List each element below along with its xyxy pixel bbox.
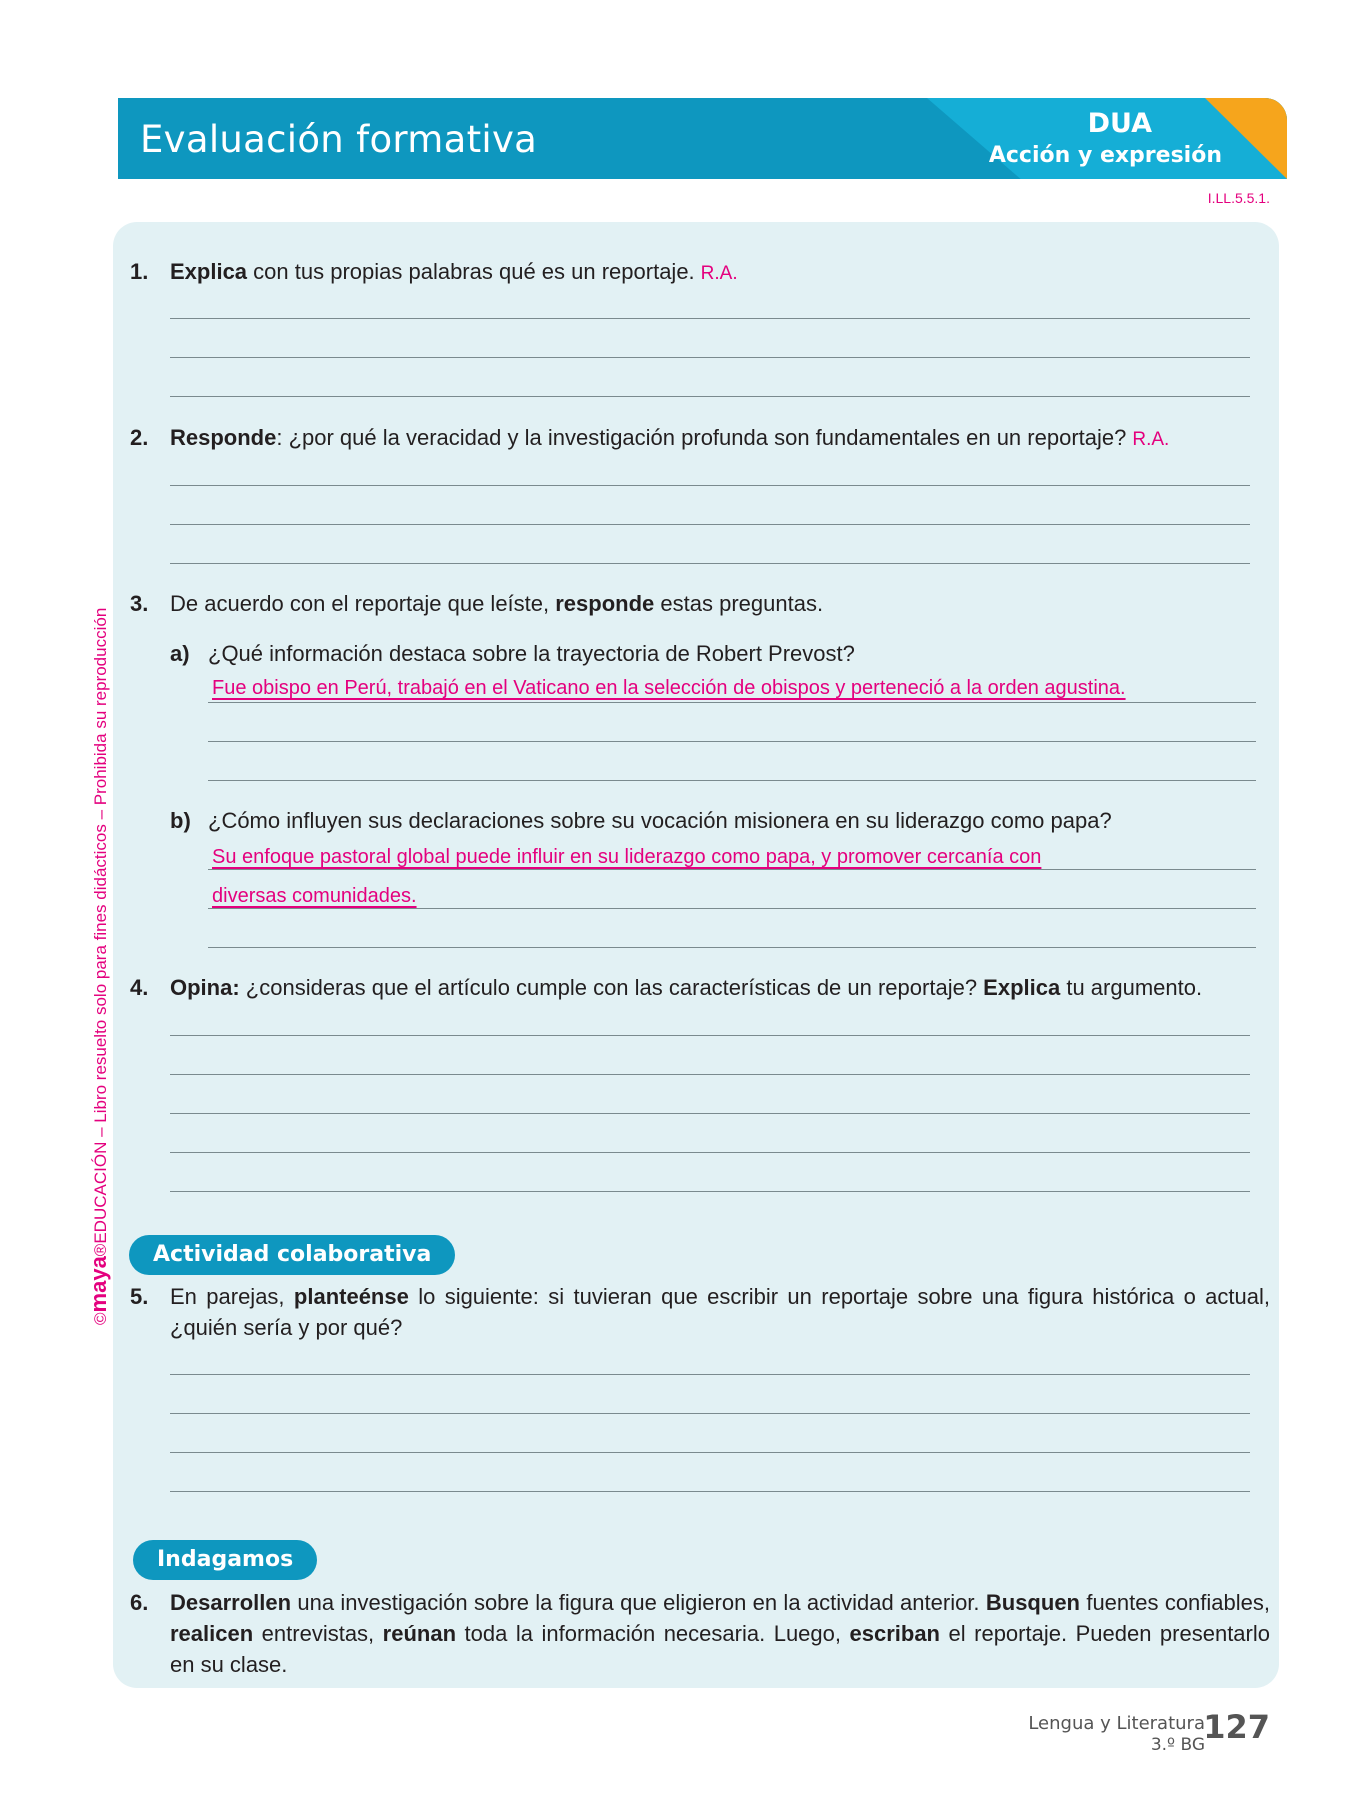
answer-line[interactable] bbox=[208, 702, 1256, 703]
instruction-verb: Responde bbox=[170, 425, 277, 450]
question-text bbox=[170, 1587, 1270, 1680]
answer-ra: R.A. bbox=[1132, 429, 1170, 450]
question-body: una investigación sobre la figura que eligieron en la actividad anterior. bbox=[291, 1590, 986, 1615]
instruction-verb: reúnan bbox=[382, 1621, 457, 1646]
copyright-notice: EDUCACIÓN – Libro resuelto solo para fines didácticos – Prohibida su reproducción bbox=[91, 607, 110, 1244]
dua-subtitle: Acción y expresión bbox=[988, 143, 1222, 168]
dua-title: DUA bbox=[1087, 108, 1152, 139]
answer-line[interactable] bbox=[170, 563, 1250, 564]
answer-line[interactable] bbox=[170, 318, 1250, 319]
answer-line[interactable] bbox=[170, 1152, 1250, 1153]
answer-line[interactable] bbox=[208, 741, 1256, 742]
answer-ra: R.A. bbox=[700, 263, 738, 284]
question-number: 1. bbox=[130, 259, 149, 284]
question-body: fuentes confiables, bbox=[1080, 1590, 1270, 1615]
registered-symbol: ® bbox=[91, 1243, 110, 1257]
instruction-verb: escriban bbox=[849, 1621, 940, 1646]
answer-line[interactable] bbox=[170, 1113, 1250, 1114]
question-number: 5. bbox=[130, 1284, 149, 1309]
question-body: tu argumento. bbox=[1060, 975, 1203, 1000]
brand-logo: maya bbox=[86, 1256, 111, 1313]
instruction-verb: realicen bbox=[170, 1621, 254, 1646]
instruction-verb: Desarrollen bbox=[170, 1590, 292, 1615]
answer-line[interactable] bbox=[208, 947, 1256, 948]
answer-line[interactable] bbox=[170, 1452, 1250, 1453]
question-text bbox=[170, 256, 738, 289]
copyright-symbol: © bbox=[91, 1312, 110, 1325]
answer-line[interactable] bbox=[208, 908, 1256, 909]
question-number: 6. bbox=[130, 1590, 149, 1615]
question-number: 2. bbox=[130, 425, 149, 450]
copyright-side-text bbox=[86, 608, 112, 1325]
answer-line[interactable] bbox=[170, 524, 1250, 525]
answer-line[interactable] bbox=[170, 1035, 1250, 1036]
instruction-verb: Explica bbox=[170, 259, 248, 284]
answer-line[interactable] bbox=[208, 780, 1256, 781]
question-body: el reportaje. Pueden presentarlo en su clase. bbox=[170, 1621, 1270, 1677]
instruction-verb: Opina: bbox=[170, 975, 240, 1000]
answer-line[interactable] bbox=[170, 396, 1250, 397]
answer-line[interactable] bbox=[170, 357, 1250, 358]
instruction-verb: planteénse bbox=[293, 1284, 409, 1309]
page-number: 127 bbox=[1203, 1708, 1270, 1746]
footer-grade: 3.º BG bbox=[1150, 1735, 1205, 1755]
question-text bbox=[170, 588, 823, 619]
question-body: con tus propias palabras qué es un reportaje. bbox=[247, 259, 695, 284]
footer-subject: Lengua y Literatura bbox=[1028, 1713, 1205, 1734]
collaborative-activity-label: Actividad colaborativa bbox=[129, 1235, 455, 1275]
question-number: 4. bbox=[130, 975, 149, 1000]
answer-text: Fue obispo en Perú, trabajó en el Vaticano en la selección de obispos y perteneció a la orden agustina. bbox=[212, 677, 1126, 699]
instruction-verb: Busquen bbox=[985, 1590, 1080, 1615]
sub-question-label: b) bbox=[170, 808, 191, 833]
question-body: entrevistas, bbox=[253, 1621, 383, 1646]
question-text bbox=[170, 972, 1202, 1003]
indicator-code: I.LL.5.5.1. bbox=[1207, 190, 1270, 206]
question-body: En parejas, bbox=[170, 1284, 294, 1309]
answer-line[interactable] bbox=[170, 1413, 1250, 1414]
inquiry-label: Indagamos bbox=[133, 1540, 317, 1580]
question-text bbox=[170, 1281, 1270, 1343]
question-body: : ¿por qué la veracidad y la investigación profunda son fundamentales en un reportaje? bbox=[276, 425, 1127, 450]
sub-question-text: ¿Cómo influyen sus declaraciones sobre su vocación misionera en su liderazgo como papa? bbox=[208, 808, 1112, 833]
answer-text: diversas comunidades. bbox=[212, 885, 417, 907]
page-title: Evaluación formativa bbox=[140, 118, 538, 161]
answer-line[interactable] bbox=[170, 1374, 1250, 1375]
answer-line[interactable] bbox=[208, 869, 1256, 870]
answer-line[interactable] bbox=[170, 485, 1250, 486]
answer-text: Su enfoque pastoral global puede influir en su liderazgo como papa, y promover cercanía con bbox=[212, 846, 1042, 868]
question-number: 3. bbox=[130, 591, 149, 616]
question-body: ¿consideras que el artículo cumple con las características de un reportaje? bbox=[239, 975, 984, 1000]
question-body: estas preguntas. bbox=[654, 591, 824, 616]
question-body: toda la información necesaria. Luego, bbox=[456, 1621, 850, 1646]
question-body: lo siguiente: si tuvieran que escribir un reportaje sobre una figura histórica o actual, ¿quién sería y por qué? bbox=[170, 1284, 1270, 1340]
answer-line[interactable] bbox=[170, 1074, 1250, 1075]
answer-line[interactable] bbox=[170, 1191, 1250, 1192]
header-banner bbox=[118, 98, 1287, 179]
question-body: De acuerdo con el reportaje que leíste, bbox=[170, 591, 556, 616]
sub-question-text: ¿Qué información destaca sobre la trayectoria de Robert Prevost? bbox=[208, 641, 855, 666]
sub-question-label: a) bbox=[170, 641, 190, 666]
instruction-verb: responde bbox=[555, 591, 655, 616]
instruction-verb: Explica bbox=[983, 975, 1061, 1000]
question-text bbox=[170, 422, 1169, 455]
answer-line[interactable] bbox=[170, 1491, 1250, 1492]
